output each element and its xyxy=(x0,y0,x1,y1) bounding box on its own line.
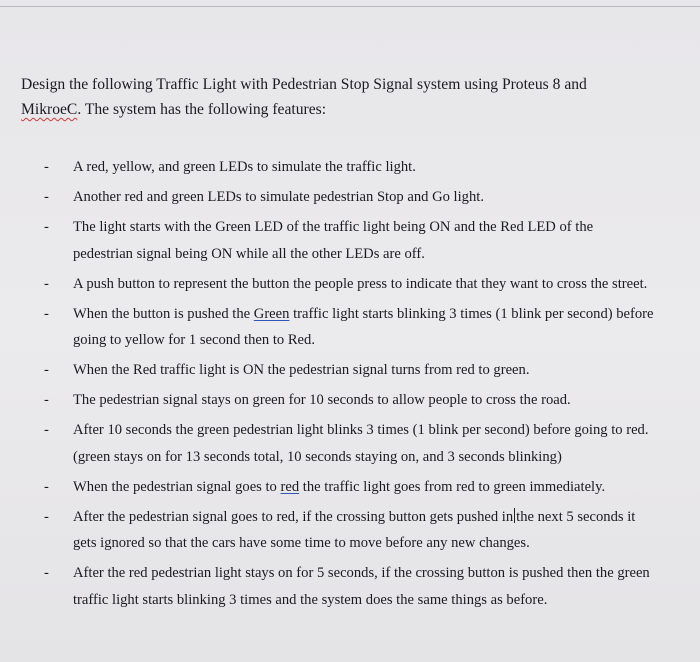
bullet-dash: - xyxy=(44,275,49,292)
intro-software-name: MikroeC xyxy=(21,101,78,118)
bullet-dash: - xyxy=(44,159,49,175)
intro-line-1: Design the following Traffic Light with Pedestrian Stop Signal system using Proteus 8 and xyxy=(21,76,587,93)
list-item-text-end: the next 5 seconds it gets ignored so that the cars have some time to move before any new changes. xyxy=(73,508,636,551)
bullet-dash: - xyxy=(44,362,49,378)
intro-line-2: . The system has the following features: xyxy=(77,101,327,118)
list-item xyxy=(44,417,654,470)
list-item-text: After 10 seconds the green pedestrian light blinks 3 times (1 blink per second) before going to red. (green stays on for 13 seconds total, 10 seconds staying on, and 3 seconds blinking) xyxy=(73,422,649,465)
bullet-dash: - xyxy=(44,189,49,205)
list-item xyxy=(44,301,654,354)
bullet-dash: - xyxy=(44,422,49,438)
intro-paragraph xyxy=(21,72,661,122)
list-item-text-start: When the button is pushed the xyxy=(73,305,254,322)
list-item xyxy=(44,504,654,557)
list-item-text-end: the traffic light goes from red to green immediately. xyxy=(299,478,606,495)
linked-word[interactable]: Green xyxy=(253,305,290,322)
list-item-text: Another red and green LEDs to simulate pedestrian Stop and Go light. xyxy=(73,189,484,205)
list-item-text: A red, yellow, and green LEDs to simulate the traffic light. xyxy=(73,159,416,175)
list-item xyxy=(44,271,654,298)
list-item-text: After the red pedestrian light stays on for 5 seconds, if the crossing button is pushed then the green traffic light starts blinking 3 times and the system does the same things as before. xyxy=(73,565,650,608)
text-cursor xyxy=(514,508,515,523)
list-item xyxy=(44,184,654,211)
list-item-text-start: After the pedestrian signal goes to red, if the crossing button gets pushed in xyxy=(73,508,514,525)
list-item-text: When the Red traffic light is ON the pedestrian signal turns from red to green. xyxy=(73,362,530,378)
bullet-dash: - xyxy=(44,478,49,495)
feature-list xyxy=(44,154,654,617)
list-item xyxy=(44,357,654,384)
list-item xyxy=(44,387,654,414)
list-item xyxy=(44,154,654,181)
bullet-dash: - xyxy=(44,305,49,322)
bullet-dash: - xyxy=(44,219,49,235)
list-item-text-start: When the pedestrian signal goes to xyxy=(73,478,281,495)
bullet-dash: - xyxy=(44,565,49,581)
bullet-dash: - xyxy=(44,508,49,525)
list-item-text: A push button to represent the button the people press to indicate that they want to cross the street. xyxy=(73,275,648,292)
list-item xyxy=(44,560,654,613)
list-item xyxy=(44,214,654,267)
linked-word[interactable]: red xyxy=(280,478,300,495)
list-item xyxy=(44,474,654,501)
bullet-dash: - xyxy=(44,392,49,408)
list-item-text: The pedestrian signal stays on green for 10 seconds to allow people to cross the road. xyxy=(73,392,571,408)
list-item-text: The light starts with the Green LED of the traffic light being ON and the Red LED of the pedestrian signal being ON while all the other LEDs are off. xyxy=(73,219,594,262)
list-item-text-end: traffic light starts blinking 3 times (1 blink per second) before going to yellow for 1 second then to Red. xyxy=(73,305,654,348)
